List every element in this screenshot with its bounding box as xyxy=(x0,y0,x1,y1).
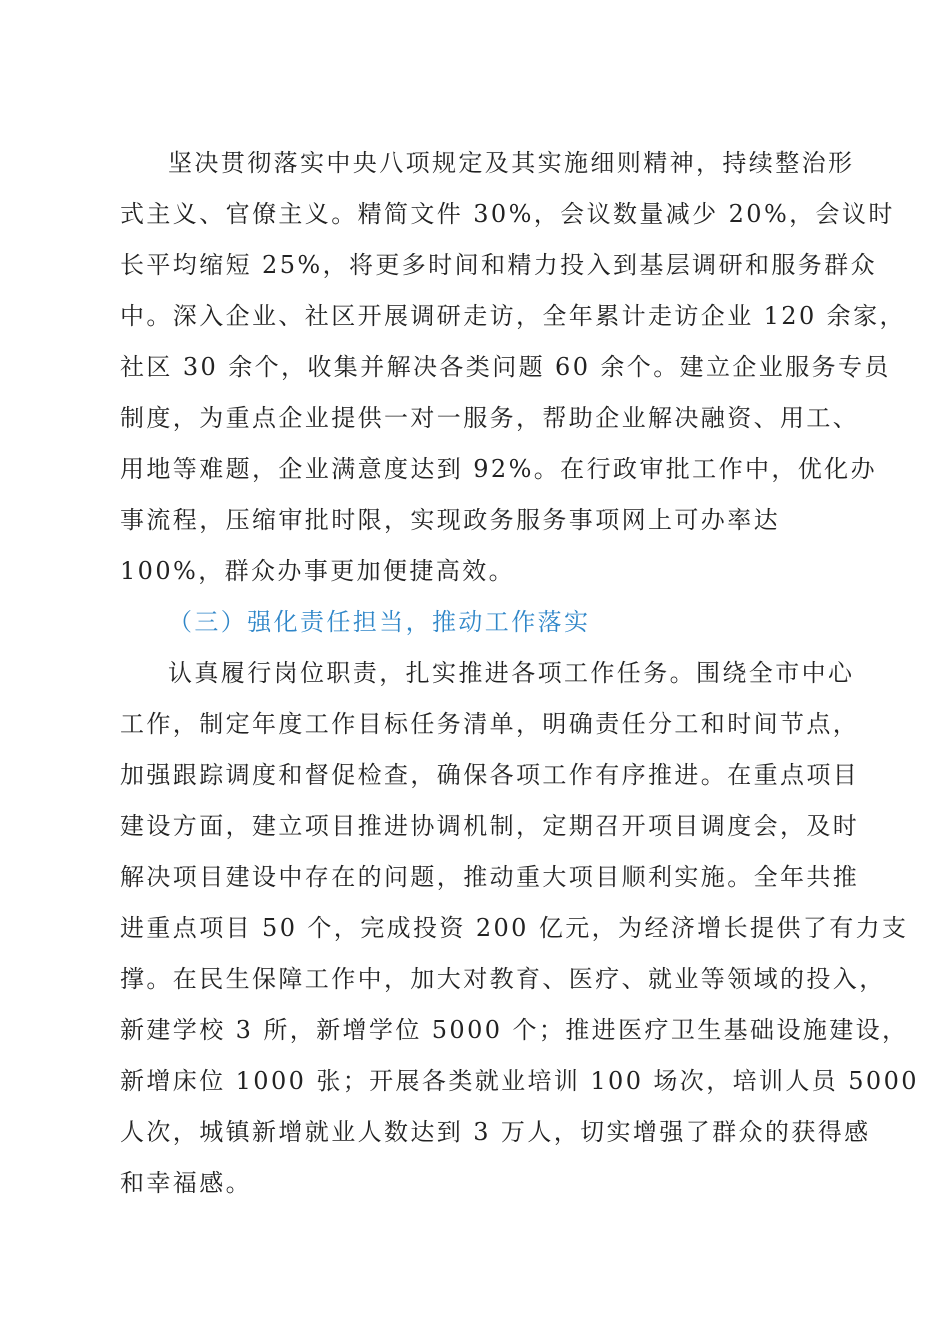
paragraph-1-line-4: 中。深入企业、社区开展调研走访，全年累计走访企业 120 余家， xyxy=(120,302,906,330)
section-heading: （三）强化责任担当，推动工作落实 xyxy=(168,608,591,636)
paragraph-2-line-9: 新增床位 1000 张；开展各类就业培训 100 场次，培训人员 5000 xyxy=(120,1067,919,1095)
paragraph-2-line-10: 人次，城镇新增就业人数达到 3 万人，切实增强了群众的获得感 xyxy=(120,1118,871,1146)
paragraph-2-line-11: 和幸福感。 xyxy=(120,1169,252,1197)
paragraph-2-line-3: 加强跟踪调度和督促检查，确保各项工作有序推进。在重点项目 xyxy=(120,761,860,789)
paragraph-2-line-5: 解决项目建设中存在的问题，推动重大项目顺利实施。全年共推 xyxy=(120,863,860,891)
paragraph-1-line-2: 式主义、官僚主义。精简文件 30%，会议数量减少 20%，会议时 xyxy=(120,200,895,228)
paragraph-1-line-6: 制度，为重点企业提供一对一服务，帮助企业解决融资、用工、 xyxy=(120,404,860,432)
paragraph-2-line-2: 工作，制定年度工作目标任务清单，明确责任分工和时间节点， xyxy=(120,710,860,738)
paragraph-1-line-5: 社区 30 余个，收集并解决各类问题 60 余个。建立企业服务专员 xyxy=(120,353,891,381)
paragraph-1-line-3: 长平均缩短 25%，将更多时间和精力投入到基层调研和服务群众 xyxy=(120,251,877,279)
paragraph-2-line-6: 进重点项目 50 个，完成投资 200 亿元，为经济增长提供了有力支 xyxy=(120,914,909,942)
paragraph-2-line-7: 撑。在民生保障工作中，加大对教育、医疗、就业等领域的投入， xyxy=(120,965,886,993)
paragraph-1-line-7: 用地等难题，企业满意度达到 92%。在行政审批工作中，优化办 xyxy=(120,455,877,483)
paragraph-2-line-8: 新建学校 3 所，新增学位 5000 个；推进医疗卫生基础设施建设， xyxy=(120,1016,909,1044)
paragraph-2-line-4: 建设方面，建立项目推进协调机制，定期召开项目调度会，及时 xyxy=(120,812,860,840)
paragraph-1-line-9: 100%，群众办事更加便捷高效。 xyxy=(120,557,516,585)
paragraph-1-line-8: 事流程，压缩审批时限，实现政务服务事项网上可办率达 xyxy=(120,506,780,534)
paragraph-2-line-1: 认真履行岗位职责，扎实推进各项工作任务。围绕全市中心 xyxy=(168,659,855,687)
paragraph-1-line-1: 坚决贯彻落实中央八项规定及其实施细则精神，持续整治形 xyxy=(168,149,855,177)
